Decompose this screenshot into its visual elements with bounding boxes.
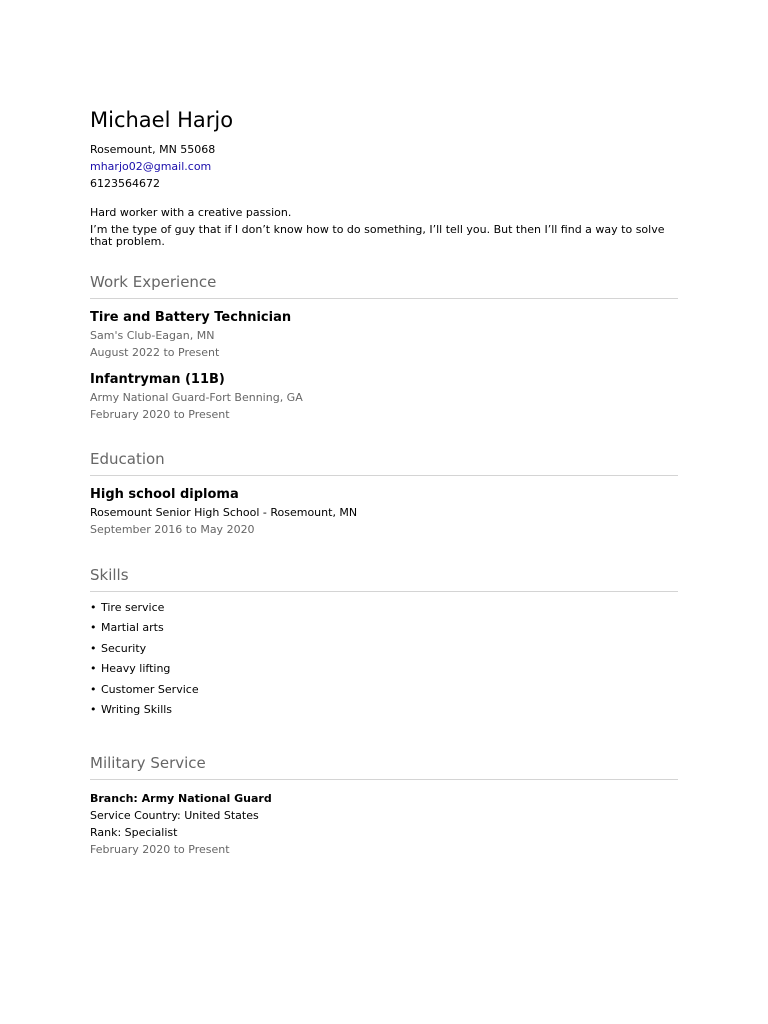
skills-section bbox=[90, 565, 678, 720]
skill-label: Customer Service bbox=[101, 682, 199, 696]
job-title: Infantryman (11B) bbox=[90, 372, 225, 387]
school-name: Rosemount Senior High School - Rosemount, MN bbox=[90, 506, 358, 519]
skill-item bbox=[90, 659, 678, 679]
job-title: Tire and Battery Technician bbox=[90, 310, 292, 325]
skill-label: Heavy lifting bbox=[101, 662, 171, 676]
job-company: Army National Guard-Fort Benning, GA bbox=[90, 391, 303, 404]
skill-label: Tire service bbox=[101, 601, 165, 614]
bullet-icon: • bbox=[90, 641, 97, 655]
military-service-section bbox=[90, 753, 678, 858]
email-link[interactable]: mharjo02@gmail.com bbox=[90, 160, 212, 173]
section-title: Education bbox=[90, 449, 678, 476]
education-entry bbox=[90, 486, 678, 538]
resume-content bbox=[90, 106, 678, 858]
skill-item bbox=[90, 598, 678, 618]
section-title: Skills bbox=[90, 565, 678, 592]
section-title: Work Experience bbox=[90, 272, 678, 299]
job-entry bbox=[90, 371, 678, 423]
military-dates: February 2020 to Present bbox=[90, 843, 230, 857]
job-entry bbox=[90, 309, 678, 361]
education-dates: September 2016 to May 2020 bbox=[90, 523, 255, 536]
skill-item bbox=[90, 618, 678, 638]
education-section bbox=[90, 449, 678, 538]
bullet-icon: • bbox=[90, 601, 97, 614]
job-dates: August 2022 to Present bbox=[90, 346, 220, 359]
skill-item bbox=[90, 639, 678, 659]
summary-line: Hard worker with a creative passion. bbox=[90, 206, 292, 219]
job-dates: February 2020 to Present bbox=[90, 408, 230, 421]
skill-label: Writing Skills bbox=[101, 703, 173, 717]
bullet-icon: • bbox=[90, 662, 97, 676]
degree-title: High school diploma bbox=[90, 487, 239, 502]
phone-number: 6123564672 bbox=[90, 177, 160, 190]
summary-line: I’m the type of guy that if I don’t know how to do something, I’ll tell you. But then I’ll find a way to solve that problem. bbox=[90, 223, 665, 248]
summary bbox=[90, 207, 678, 248]
job-company: Sam's Club-Eagan, MN bbox=[90, 329, 215, 342]
skill-item bbox=[90, 700, 678, 720]
skills-list bbox=[90, 598, 678, 720]
work-experience-section bbox=[90, 272, 678, 423]
military-rank: Rank: Specialist bbox=[90, 826, 178, 840]
military-branch: Branch: Army National Guard bbox=[90, 792, 272, 806]
bullet-icon: • bbox=[90, 703, 97, 717]
service-country: Service Country: United States bbox=[90, 809, 259, 823]
skill-label: Security bbox=[101, 641, 147, 655]
skill-label: Martial arts bbox=[101, 621, 164, 635]
resume-header bbox=[90, 106, 678, 192]
candidate-name: Michael Harjo bbox=[90, 108, 234, 132]
bullet-icon: • bbox=[90, 682, 97, 696]
skill-item bbox=[90, 680, 678, 700]
location: Rosemount, MN 55068 bbox=[90, 143, 216, 156]
military-entry bbox=[90, 790, 678, 858]
bullet-icon: • bbox=[90, 621, 97, 635]
section-title: Military Service bbox=[90, 753, 678, 780]
